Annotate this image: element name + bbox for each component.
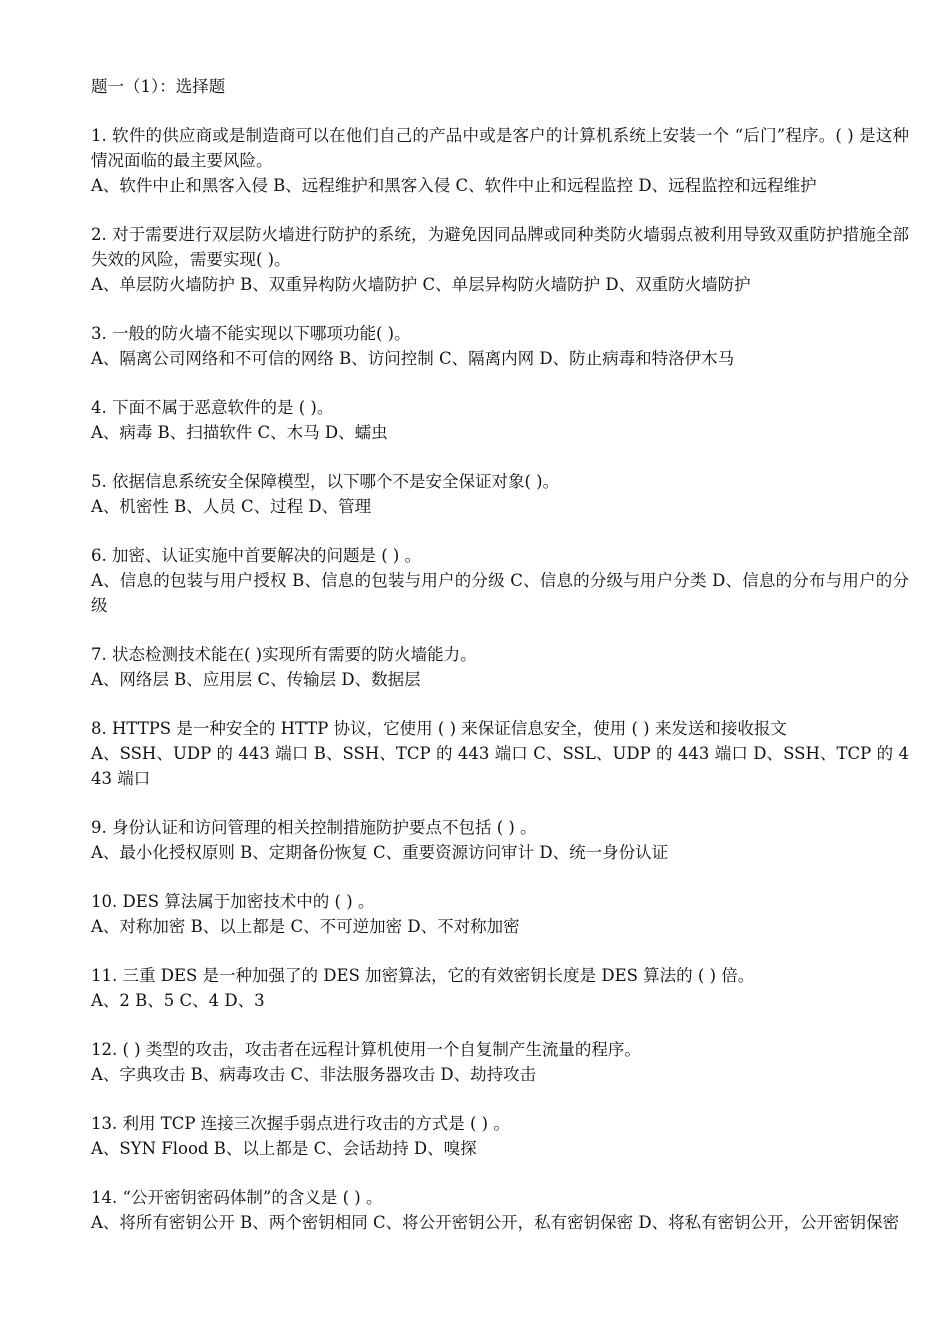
- question-stem: 3. 一般的防火墙不能实现以下哪项功能( )。: [91, 324, 411, 343]
- question-7: [91, 642, 909, 692]
- question-1: [91, 123, 909, 198]
- question-options: A、网络层 B、应用层 C、传输层 D、数据层: [91, 670, 421, 689]
- question-options: A、单层防火墙防护 B、双重异构防火墙防护 C、单层异构防火墙防护 D、双重防火墙防护: [91, 275, 751, 294]
- question-options: A、机密性 B、人员 C、过程 D、管理: [91, 497, 372, 516]
- question-options: A、信息的包装与用户授权 B、信息的包装与用户的分级 C、信息的分级与用户分类 D、信息的分布与用户的分级: [91, 571, 909, 615]
- question-13: [91, 1111, 909, 1161]
- question-8: [91, 716, 909, 791]
- document-page: [91, 74, 909, 1259]
- question-options: A、SSH、UDP 的 443 端口 B、SSH、TCP 的 443 端口 C、SSL、UDP 的 443 端口 D、SSH、TCP 的 443 端口: [91, 744, 909, 788]
- question-stem: 1. 软件的供应商或是制造商可以在他们自己的产品中或是客户的计算机系统上安装一个 “后门”程序。( ) 是这种情况面临的最主要风险。: [91, 126, 909, 170]
- question-options: A、2 B、5 C、4 D、3: [91, 991, 265, 1010]
- question-6: [91, 543, 909, 618]
- question-10: [91, 889, 909, 939]
- question-stem: 11. 三重 DES 是一种加强了的 DES 加密算法，它的有效密钥长度是 DES 算法的 ( ) 倍。: [91, 966, 755, 985]
- question-5: [91, 469, 909, 519]
- question-2: [91, 222, 909, 297]
- question-options: A、最小化授权原则 B、定期备份恢复 C、重要资源访问审计 D、统一身份认证: [91, 843, 669, 862]
- question-stem: 13. 利用 TCP 连接三次握手弱点进行攻击的方式是 ( ) 。: [91, 1114, 510, 1133]
- question-9: [91, 815, 909, 865]
- question-stem: 9. 身份认证和访问管理的相关控制措施防护要点不包括 ( ) 。: [91, 818, 537, 837]
- question-stem: 7. 状态检测技术能在( )实现所有需要的防火墙能力。: [91, 645, 477, 664]
- question-options: A、软件中止和黑客入侵 B、远程维护和黑客入侵 C、软件中止和远程监控 D、远程监控和远程维护: [91, 176, 817, 195]
- question-12: [91, 1037, 909, 1087]
- question-options: A、将所有密钥公开 B、两个密钥相同 C、将公开密钥公开，私有密钥保密 D、将私有密钥公开，公开密钥保密: [91, 1213, 900, 1232]
- question-14: [91, 1185, 909, 1235]
- question-stem: 5. 依据信息系统安全保障模型，以下哪个不是安全保证对象( )。: [91, 472, 560, 491]
- question-stem: 6. 加密、认证实施中首要解决的问题是 ( ) 。: [91, 546, 422, 565]
- question-options: A、对称加密 B、以上都是 C、不可逆加密 D、不对称加密: [91, 917, 520, 936]
- question-stem: 8. HTTPS 是一种安全的 HTTP 协议，它使用 ( ) 来保证信息安全，使用 ( ) 来发送和接收报文: [91, 719, 787, 738]
- question-options: A、隔离公司网络和不可信的网络 B、访问控制 C、隔离内网 D、防止病毒和特洛伊木马: [91, 349, 735, 368]
- question-4: [91, 395, 909, 445]
- section-title: 题一（1）：选择题: [91, 77, 226, 96]
- question-options: A、病毒 B、扫描软件 C、木马 D、蠕虫: [91, 423, 388, 442]
- question-3: [91, 321, 909, 371]
- question-stem: 14. “公开密钥密码体制”的含义是 ( ) 。: [91, 1188, 383, 1207]
- question-stem: 12. ( ) 类型的攻击，攻击者在远程计算机使用一个自复制产生流量的程序。: [91, 1040, 641, 1059]
- question-options: A、SYN Flood B、以上都是 C、会话劫持 D、嗅探: [91, 1139, 477, 1158]
- question-options: A、字典攻击 B、病毒攻击 C、非法服务器攻击 D、劫持攻击: [91, 1065, 537, 1084]
- question-stem: 2. 对于需要进行双层防火墙进行防护的系统，为避免因同品牌或同种类防火墙弱点被利用导致双重防护措施全部失效的风险，需要实现( )。: [91, 225, 909, 269]
- question-stem: 4. 下面不属于恶意软件的是 ( )。: [91, 398, 334, 417]
- question-stem: 10. DES 算法属于加密技术中的 ( ) 。: [91, 892, 375, 911]
- question-11: [91, 963, 909, 1013]
